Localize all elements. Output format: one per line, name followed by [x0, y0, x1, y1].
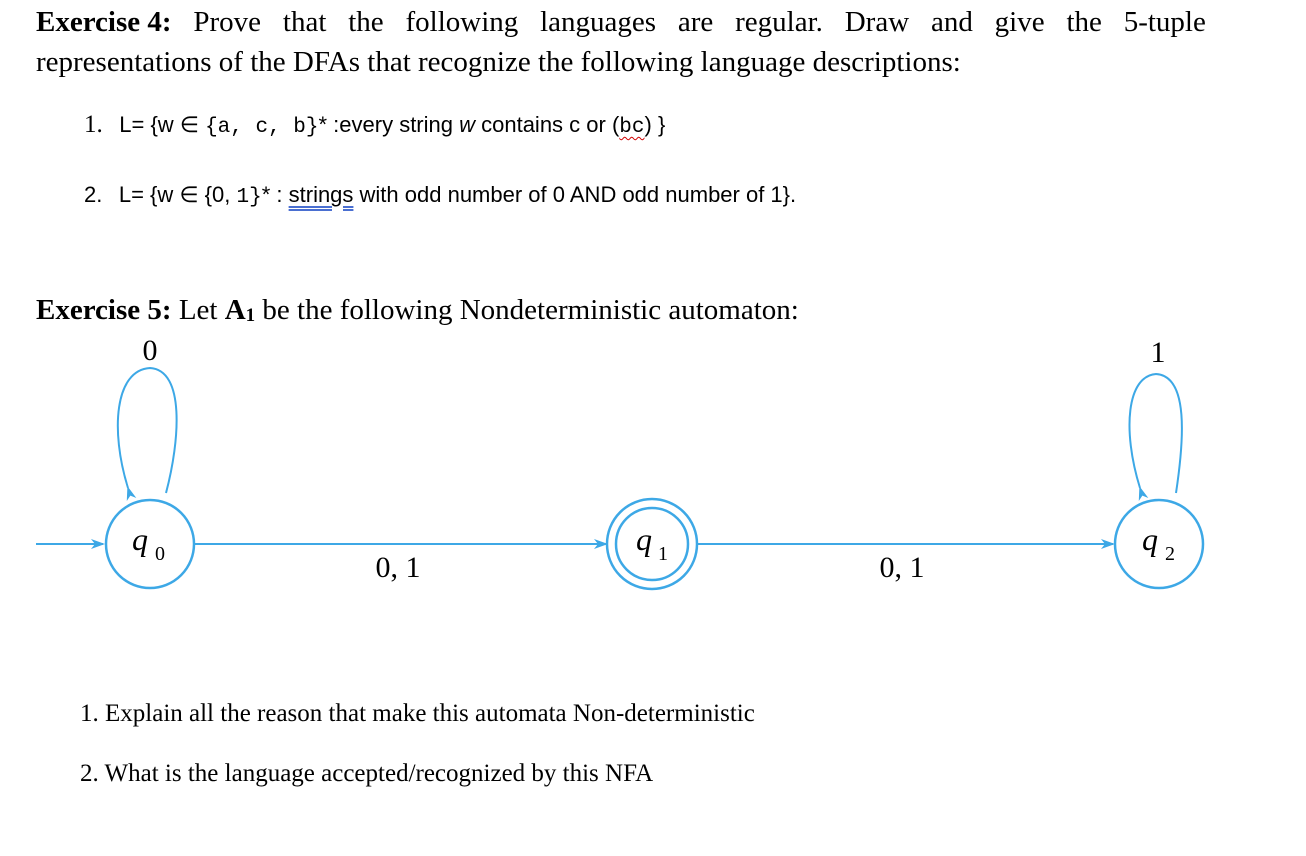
question-2: 2. What is the language accepted/recognized by this NFA [80, 760, 654, 787]
intro-word: are [677, 6, 714, 38]
state-q2-symbol: q [1142, 521, 1158, 557]
language-suffix: ) } [644, 112, 666, 137]
state-q1 [607, 499, 697, 589]
exercise-5-label: Exercise 5: [36, 294, 172, 326]
transition-label-q1-q2: 0, 1 [879, 551, 925, 584]
state-q0-subscript: 0 [155, 543, 165, 565]
language-description: contains c or ( [475, 112, 620, 137]
spellcheck-underlined-text: bc [619, 116, 645, 139]
intro-word: Prove [193, 6, 262, 38]
alphabet-set: {a, c, b} [205, 116, 319, 139]
intro-word: regular. [735, 6, 823, 38]
automaton-subscript: 1 [245, 305, 256, 326]
exercise-5-text-before: Let [171, 294, 225, 326]
intro-word: the [348, 6, 384, 38]
item-number: 2. [84, 182, 103, 207]
mono-part: 1} [236, 186, 262, 209]
exercise-4-label: Exercise 4: [36, 6, 172, 38]
intro-word: 5-tuple [1123, 6, 1206, 38]
grammar-underlined-word: strings [288, 182, 354, 207]
state-q1-subscript: 1 [658, 543, 668, 565]
intro-word: Draw [844, 6, 910, 38]
transition-label-q0-loop: 0 [142, 334, 158, 367]
intro-word: the [1066, 6, 1102, 38]
exercise-4-intro-line-2: representations of the DFAs that recognize the following language descriptions: [36, 46, 961, 78]
transition-label-q0-q1: 0, 1 [375, 551, 421, 584]
intro-word: and [930, 6, 973, 38]
intro-word: following [405, 6, 519, 38]
exercise-5-text-after: be the following Nondeterministic automaton: [255, 294, 799, 326]
transition-label-q2-loop: 1 [1150, 336, 1166, 369]
intro-word: languages [540, 6, 657, 38]
language-prefix: L= {w ∈ [119, 112, 206, 137]
star-text: * :every string [318, 112, 460, 137]
automaton-name: A [224, 294, 246, 326]
language-description: with odd number of 0 AND odd number of 1}. [353, 182, 797, 207]
intro-word: give [994, 6, 1045, 38]
state-q2 [1115, 500, 1203, 588]
state-q2-subscript: 2 [1165, 543, 1175, 565]
item-number: 1. [84, 111, 103, 138]
intro-word: that [282, 6, 327, 38]
question-1: 1. Explain all the reason that make this automata Non-deterministic [80, 700, 755, 727]
star-text: * : [261, 182, 289, 207]
string-variable: w [459, 112, 475, 137]
self-loop-q2 [1129, 374, 1181, 493]
state-q1-symbol: q [636, 521, 652, 557]
self-loop-q0 [118, 368, 177, 493]
language-prefix: L= {w ∈ {0, [118, 182, 237, 207]
state-q0-symbol: q [132, 521, 148, 557]
state-q0 [106, 500, 194, 588]
